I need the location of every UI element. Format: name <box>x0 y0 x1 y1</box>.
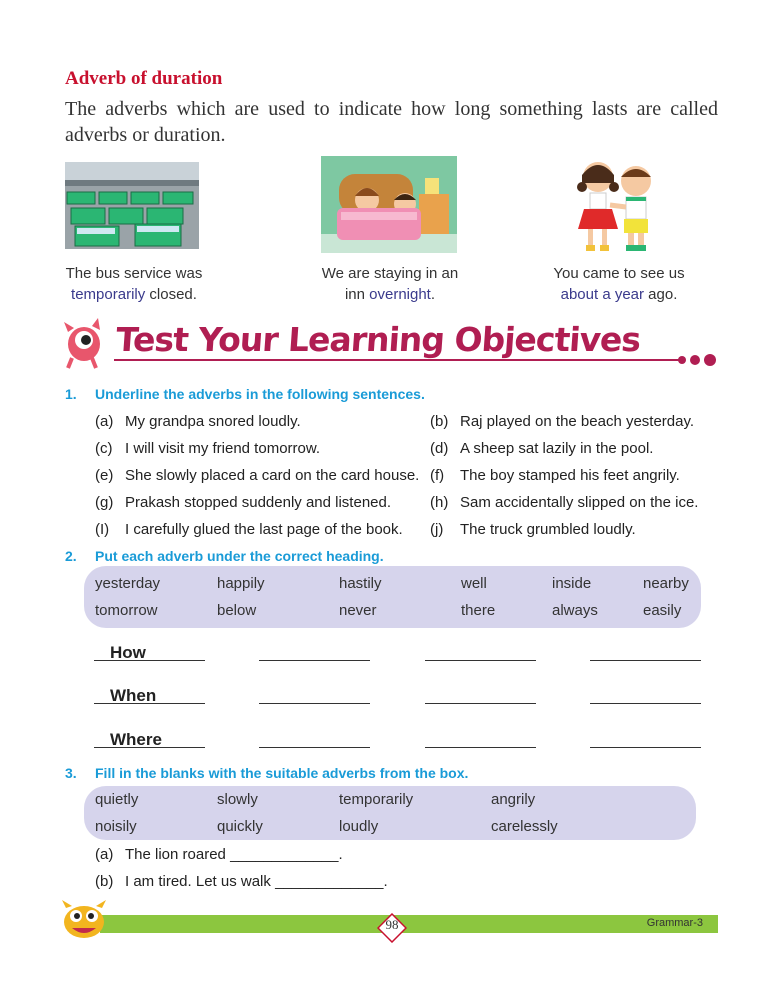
section-title: Adverb of duration <box>65 68 223 89</box>
example-caption-1 <box>34 263 234 305</box>
word-box <box>84 566 701 628</box>
fill-blank[interactable]: _____________ <box>230 846 339 863</box>
answer-blank[interactable] <box>259 747 370 748</box>
word-box-item: carelessly <box>491 818 558 835</box>
word-box-item: well <box>461 575 487 592</box>
example-caption-3 <box>519 263 719 305</box>
heading-how: How <box>110 643 146 662</box>
word-box-item: noisily <box>95 818 137 835</box>
word-box-item: hastily <box>339 575 382 592</box>
question-number: 3. <box>65 765 77 781</box>
page-number: 98 <box>385 917 399 932</box>
word-box-item: tomorrow <box>95 602 158 619</box>
bus-depot-picture <box>65 162 199 249</box>
answer-blank[interactable] <box>590 660 701 661</box>
list-item: (g) Prakash stopped suddenly and listened. <box>95 494 392 511</box>
fill-item: (b) I am tired. Let us walk _____________. <box>95 873 388 890</box>
list-item: (j) The truck grumbled loudly. <box>430 521 636 538</box>
word-box-item: never <box>339 602 377 619</box>
boy-girl-picture <box>566 155 666 259</box>
question-prompt: Put each adverb under the correct heading. <box>95 548 384 564</box>
list-item: (a) My grandpa snored loudly. <box>95 413 301 430</box>
question-prompt: Fill in the blanks with the suitable adverbs from the box. <box>95 765 469 781</box>
answer-blank[interactable] <box>94 747 205 748</box>
question-number: 2. <box>65 548 77 564</box>
word-box-item: loudly <box>339 818 379 835</box>
caption-text: ago. <box>644 286 678 303</box>
answer-blank[interactable] <box>94 660 205 661</box>
answer-blank[interactable] <box>425 747 536 748</box>
question-3 <box>65 765 468 781</box>
word-box-item: always <box>552 602 598 619</box>
question-prompt: Underline the adverbs in the following sentences. <box>95 386 425 402</box>
answer-blank[interactable] <box>590 747 701 748</box>
question-number: 1. <box>65 386 77 402</box>
answer-blank[interactable] <box>259 703 370 704</box>
intro-paragraph: The adverbs which are used to indicate how long something lasts are called adverbs or duration. <box>65 98 718 146</box>
caption-adverb: overnight <box>369 286 431 303</box>
book-label: Grammar-3 <box>646 917 703 929</box>
answer-blank[interactable] <box>590 703 701 704</box>
heading-when: When <box>110 686 157 705</box>
caption-text: closed. <box>145 286 197 303</box>
footer-bar <box>100 915 718 933</box>
list-item: (I) I carefully glued the last page of the book. <box>95 521 403 538</box>
word-box-item: below <box>217 602 257 619</box>
kids-in-bed-picture <box>321 156 457 253</box>
fill-item: (a) The lion roared _____________. <box>95 846 343 863</box>
mascot-icon <box>64 318 100 368</box>
caption-adverb: about a year <box>560 286 645 303</box>
list-item: (d) A sheep sat lazily in the pool. <box>430 440 654 457</box>
word-box-item: there <box>461 602 496 619</box>
monster-mascot-icon <box>60 898 108 940</box>
heading-where: Where <box>110 730 162 749</box>
word-box-item: happily <box>217 575 265 592</box>
word-box-item: yesterday <box>95 575 161 592</box>
fill-blank[interactable]: _____________ <box>275 873 384 890</box>
example-caption-2 <box>290 263 490 305</box>
list-item: (e) She slowly placed a card on the card house. <box>95 467 420 484</box>
word-box-item: quietly <box>95 791 139 808</box>
question-2 <box>65 548 384 564</box>
answer-blank[interactable] <box>425 660 536 661</box>
caption-text: We are staying in an <box>321 265 459 282</box>
caption-text: . <box>430 286 436 303</box>
answer-blank[interactable] <box>94 703 205 704</box>
word-box-item: easily <box>643 602 682 619</box>
list-item: (c) I will visit my friend tomorrow. <box>95 440 321 457</box>
answer-blank[interactable] <box>425 703 536 704</box>
word-box-item: slowly <box>217 791 258 808</box>
question-1 <box>65 386 425 402</box>
list-item: (h) Sam accidentally slipped on the ice. <box>430 494 699 511</box>
answer-blank[interactable] <box>259 660 370 661</box>
list-item: (b) Raj played on the beach yesterday. <box>430 413 695 430</box>
word-box-item: nearby <box>643 575 689 592</box>
banner-title: Test Your Learning Objectives <box>114 320 642 359</box>
caption-adverb: temporarily <box>71 286 146 303</box>
word-box-item: temporarily <box>339 791 414 808</box>
caption-text: The bus service was <box>65 265 203 282</box>
caption-text: You came to see us <box>553 265 685 282</box>
word-box-item: angrily <box>491 791 536 808</box>
caption-text: inn <box>344 286 370 303</box>
word-box-item: inside <box>552 575 592 592</box>
list-item: (f) The boy stamped his feet angrily. <box>430 467 680 484</box>
word-box-item: quickly <box>217 818 263 835</box>
